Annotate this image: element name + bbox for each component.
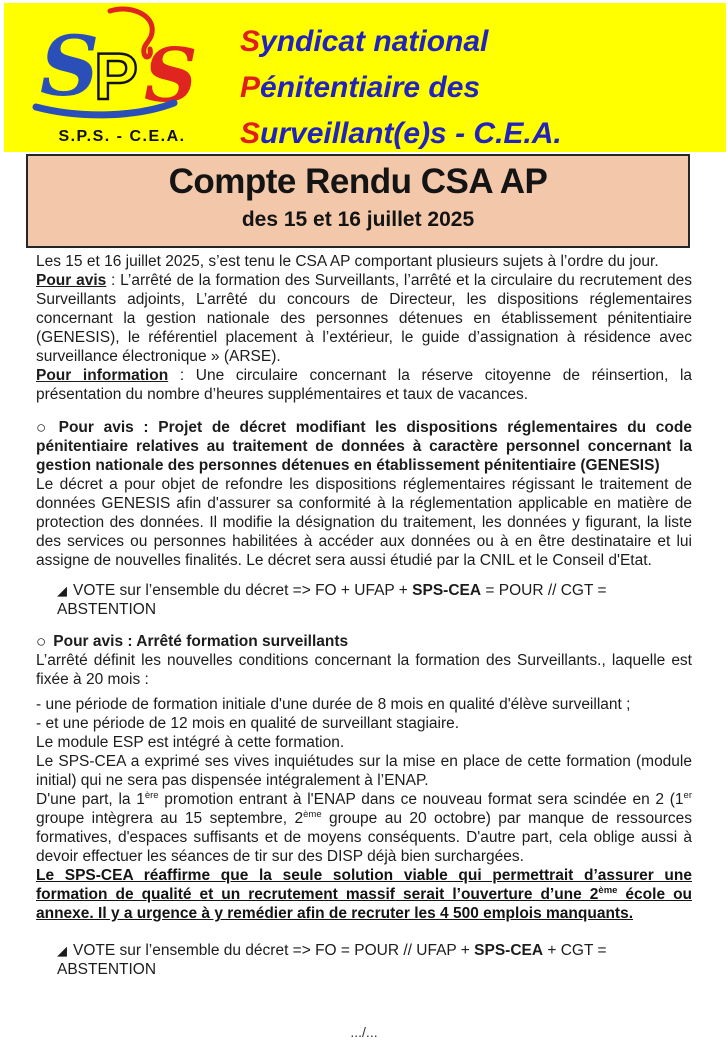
pour-information-text: Une circulaire concernant la réserve citoyenne de réinsertion, la présentation du nombre d’heures supplémentaires et taux de vacances. bbox=[36, 367, 693, 403]
concerns-text: Le SPS-CEA a exprimé ses vives inquiétudes sur la mise en place de cette formation (module initial) qui ne sera pas dispensée intégralement à l’ENAP. bbox=[36, 753, 692, 789]
pour-avis-text: L’arrêté de la formation des Surveillants, l’arrêté et la circulaire du recrutement des Surveillants adjoints, L’arrêté du concours de Directeur, les dispositions réglementaires concernant la gestion nationale des personnes détenues en établissement pénitentiaire (GENESIS), le référentiel placement à l’extérieur, le guide d’assignation à résidence avec surveillance électronique » (ARSE). bbox=[36, 272, 692, 365]
sps-logo bbox=[4, 3, 240, 152]
emphasis-paragraph bbox=[36, 866, 692, 923]
document-body bbox=[0, 252, 728, 1042]
emphasis-text-1: Le SPS-CEA réaffirme que la seule solution viable qui permettrait d’assurer une formation de qualité et un recrutement massif serait l’ouverture d’une 2 bbox=[36, 867, 692, 903]
document-title: Compte Rendu CSA AP bbox=[168, 162, 548, 201]
org-line-1 bbox=[240, 19, 562, 65]
letterhead bbox=[4, 3, 726, 152]
vote2-post: + CGT = ABSTENTION bbox=[57, 942, 607, 978]
vote2-pre: VOTE sur l’ensemble du décret => FO = POUR // UFAP + bbox=[73, 942, 475, 959]
list-item-2: - et une période de 12 mois en qualité de surveillant stagiaire. bbox=[36, 715, 460, 732]
sup-eme: ème bbox=[303, 808, 322, 820]
vote1-post: = POUR // CGT = ABSTENTION bbox=[57, 582, 607, 618]
vote1-pre: VOTE sur l’ensemble du décret => FO + UFAP + bbox=[73, 582, 413, 599]
org-line-2-rest: énitentiaire des bbox=[260, 71, 481, 104]
vote2-union: SPS-CEA bbox=[474, 942, 544, 959]
triangle-icon-2: ◢ bbox=[57, 943, 67, 958]
triangle-icon: ◢ bbox=[57, 583, 67, 598]
svg-text:S: S bbox=[144, 33, 198, 119]
section2-paragraph2: Le module ESP est intégré à cette formation. bbox=[36, 734, 345, 751]
document-subtitle: des 15 et 16 juillet 2025 bbox=[241, 208, 475, 231]
section2-heading bbox=[36, 632, 692, 651]
vote-line-2 bbox=[36, 941, 692, 979]
split-text-4: groupe au 20 octobre) par manque de ressources formatives, d'espaces suffisants et de moyens conséquents. D'autre part, cela oblige aussi à devoir effectuer les séances de tir sur des DISP déjà bien surchargées. bbox=[36, 810, 692, 865]
org-line-1-rest: yndicat national bbox=[260, 25, 489, 58]
org-line-2 bbox=[240, 65, 562, 111]
pour-information-colon: : bbox=[168, 367, 196, 384]
svg-text:S: S bbox=[40, 19, 100, 115]
section1-heading bbox=[36, 418, 692, 475]
emphasis-sup-eme: ème bbox=[598, 884, 618, 896]
org-line-3-initial: S bbox=[240, 117, 261, 150]
section1-heading-text: Pour avis : Projet de décret modifiant les dispositions réglementaires du code pénitentiaire relatives au traitement de données à caractère personnel concernant la gestion nationale des personnes détenues en établissement pénitentiaire (GENESIS) bbox=[36, 419, 692, 474]
circle-bullet-icon: ○ bbox=[36, 418, 52, 437]
org-line-2-initial: P bbox=[240, 71, 261, 104]
title-banner bbox=[26, 154, 690, 248]
sup-ere: ère bbox=[144, 789, 159, 801]
list-item-1: - une période de formation initiale d'une durée de 8 mois en qualité d'élève surveillant ; bbox=[36, 696, 631, 713]
org-line-3-rest: urveillant(e)s - C.E.A. bbox=[260, 117, 562, 150]
split-text-3: groupe intègrera au 15 septembre, 2 bbox=[36, 810, 304, 827]
section2-paragraph1: L’arrêté définit les nouvelles conditions concernant la formation des Surveillants., laquelle est fixée à 20 mois : bbox=[36, 652, 692, 688]
page-continuation-mark: .../... bbox=[350, 1024, 378, 1040]
svg-text:P: P bbox=[94, 39, 139, 113]
org-line-1-initial: S bbox=[240, 25, 261, 58]
organization-name bbox=[240, 3, 562, 157]
pour-avis-lead: Pour avis bbox=[36, 272, 107, 289]
sup-er: er bbox=[683, 789, 692, 801]
split-text-2: promotion entrant à l'ENAP dans ce nouveau format sera scindée en 2 (1 bbox=[158, 791, 684, 808]
duration-list bbox=[36, 695, 692, 733]
sps-logo-icon bbox=[32, 7, 222, 119]
vote-line-1 bbox=[36, 581, 692, 619]
emphasis-text-2: école ou annexe. Il y a urgence à y remédier afin de recruter les 4 500 emplois manquants. bbox=[36, 886, 693, 922]
vote1-union: SPS-CEA bbox=[412, 582, 482, 599]
section2-heading-text: Pour avis : Arrêté formation surveillants bbox=[53, 633, 349, 650]
intro-paragraph: Les 15 et 16 juillet 2025, s’est tenu le CSA AP comportant plusieurs sujets à l’ordre du jour. bbox=[36, 253, 659, 270]
agenda-paragraph bbox=[36, 271, 692, 404]
circle-bullet-icon-2: ○ bbox=[36, 632, 47, 651]
section1-paragraph: Le décret a pour objet de refondre les dispositions réglementaires régissant le traitement de données GENESIS afin d'assurer sa conformité à la réglementation applicable en matière de protection des données. Il modifie la désignation du traitement, les données y figurant, la liste des services ou personnes habilitées à accéder aux données ou à en être destinataire et lui assigne de nouvelles finalités. Le décret sera aussi étudié par la CNIL et le Conseil d'Etat. bbox=[36, 476, 692, 569]
org-line-3 bbox=[240, 111, 562, 157]
logo-caption: S.P.S. - C.E.A. bbox=[58, 128, 186, 145]
pour-information-lead: Pour information bbox=[36, 367, 169, 384]
section2-paragraph3 bbox=[36, 752, 692, 866]
split-text-1: D'une part, la 1 bbox=[36, 791, 145, 808]
pour-avis-colon: : bbox=[106, 272, 121, 289]
